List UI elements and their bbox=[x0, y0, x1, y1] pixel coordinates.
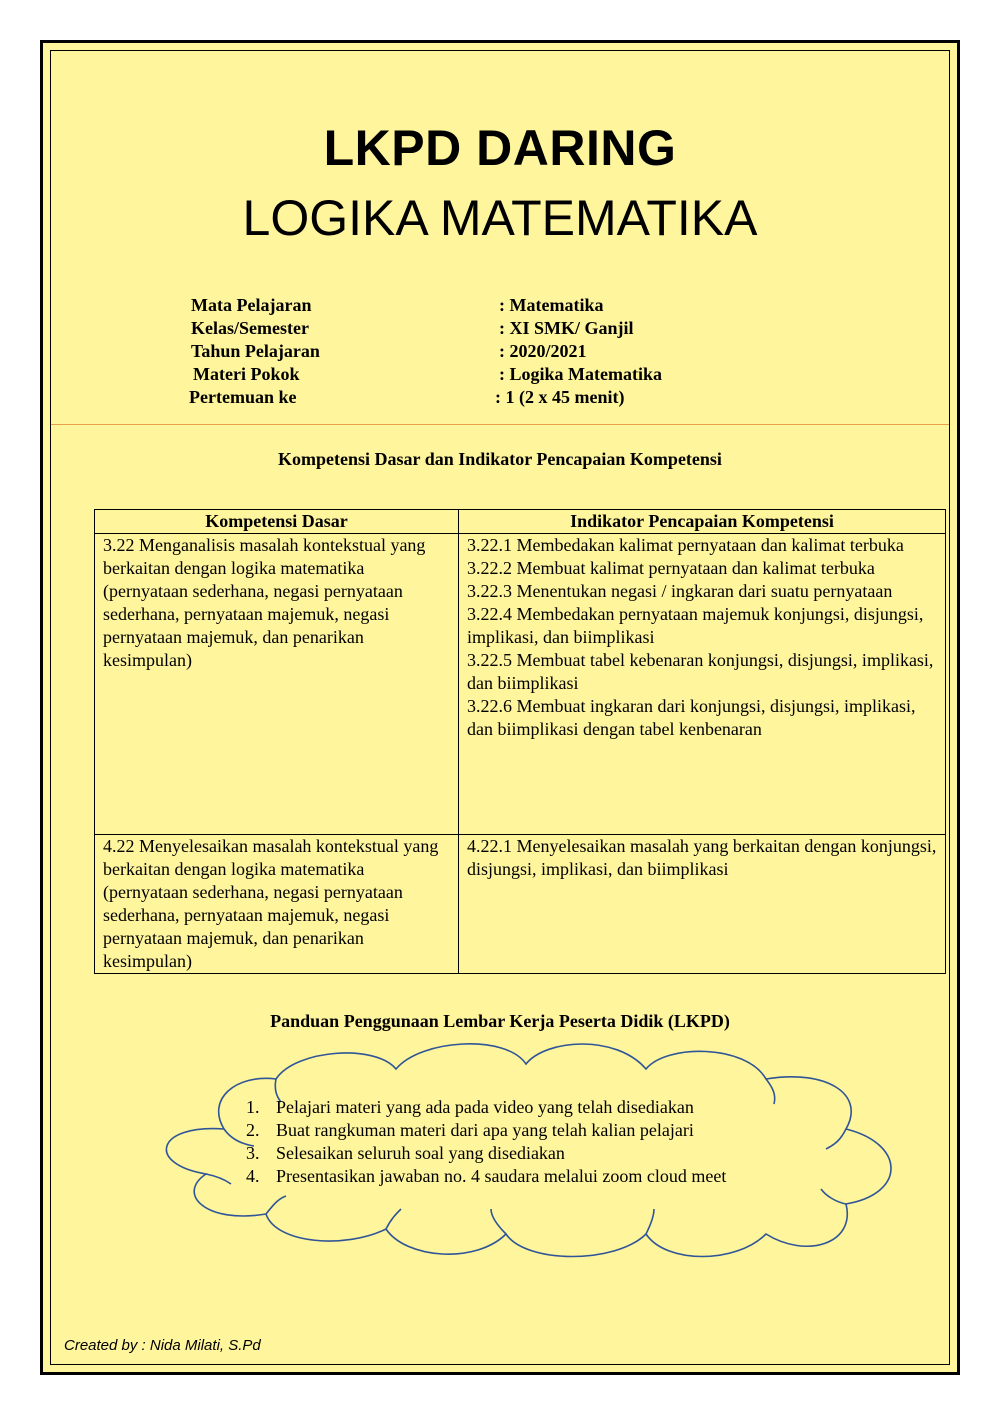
ipk-cell bbox=[459, 534, 946, 835]
info-label: Tahun Pelajaran bbox=[191, 341, 320, 361]
list-item bbox=[246, 1096, 846, 1119]
list-item bbox=[246, 1119, 846, 1142]
kd-cell: 4.22 Menyelesaikan masalah kontekstual yang berkaitan dengan logika matematika (pernyataan sederhana, negasi pernyataan sederhana, pernyataan majemuk, negasi pernyataan majemuk, dan penarikan kesimpulan) bbox=[95, 835, 459, 974]
cloud-inner-curve bbox=[386, 1209, 401, 1229]
inner-border bbox=[50, 50, 950, 1365]
list-item bbox=[246, 1165, 846, 1188]
ipk-item: 3.22.2 Membuat kalimat pernyataan dan kalimat terbuka bbox=[467, 558, 875, 578]
cloud-inner-curve bbox=[821, 1189, 846, 1204]
ipk-item: 4.22.1 Menyelesaikan masalah yang berkaitan dengan konjungsi, disjungsi, implikasi, dan biimplikasi bbox=[467, 836, 937, 879]
guide-list bbox=[246, 1096, 846, 1188]
cloud-inner-curve bbox=[206, 1174, 231, 1184]
info-value: : Logika Matematika bbox=[499, 364, 662, 384]
kd-cell: 3.22 Menganalisis masalah kontekstual yang berkaitan dengan logika matematika (pernyataan sederhana, negasi pernyataan sederhana, pernyataan majemuk, negasi pernyataan majemuk, dan penarikan kesimpulan) bbox=[95, 534, 459, 835]
info-label: Materi Pokok bbox=[193, 364, 300, 384]
info-block bbox=[191, 294, 791, 409]
cloud-inner-curve bbox=[266, 1196, 286, 1214]
ipk-item: 3.22.1 Membedakan kalimat pernyataan dan kalimat terbuka bbox=[467, 535, 904, 555]
list-item-text: Presentasikan jawaban no. 4 saudara melalui zoom cloud meet bbox=[276, 1166, 727, 1186]
info-value: : 1 (2 x 45 menit) bbox=[495, 387, 625, 407]
ipk-item: 3.22.5 Membuat tabel kebenaran konjungsi, disjungsi, implikasi, dan biimplikasi bbox=[467, 650, 934, 693]
table-row bbox=[95, 835, 946, 974]
cloud-inner-curve bbox=[491, 1209, 506, 1234]
list-item-number: 3. bbox=[246, 1143, 260, 1163]
header-kd: Kompetensi Dasar bbox=[95, 510, 459, 534]
list-item-number: 2. bbox=[246, 1120, 260, 1140]
info-label: Mata Pelajaran bbox=[191, 295, 312, 315]
ipk-item: 3.22.4 Membedakan pernyataan majemuk konjungsi, disjungsi, implikasi, dan biimplikasi bbox=[467, 604, 924, 647]
ipk-item: 3.22.6 Membuat ingkaran dari konjungsi, disjungsi, implikasi, dan biimplikasi dengan tabel kenbenaran bbox=[467, 696, 916, 739]
title-line-1: LKPD DARING bbox=[323, 120, 677, 176]
info-label: Kelas/Semester bbox=[191, 318, 309, 338]
info-value: : 2020/2021 bbox=[499, 341, 587, 361]
list-item-text: Pelajari materi yang ada pada video yang telah disediakan bbox=[276, 1097, 694, 1117]
info-value: : XI SMK/ Ganjil bbox=[499, 318, 634, 338]
list-item-number: 4. bbox=[246, 1166, 260, 1186]
info-row bbox=[191, 340, 791, 363]
info-row bbox=[191, 386, 791, 409]
info-row bbox=[191, 363, 791, 386]
guide-heading: Panduan Penggunaan Lembar Kerja Peserta Didik (LKPD) bbox=[270, 1011, 730, 1031]
list-item-text: Selesaikan seluruh soal yang disediakan bbox=[276, 1143, 565, 1163]
ipk-item: 3.22.3 Menentukan negasi / ingkaran dari suatu pernyataan bbox=[467, 581, 893, 601]
header-ipk: Indikator Pencapaian Kompetensi bbox=[459, 510, 946, 534]
table-header-row bbox=[95, 510, 946, 534]
info-label: Pertemuan ke bbox=[189, 387, 297, 407]
competency-heading: Kompetensi Dasar dan Indikator Pencapaian Kompetensi bbox=[278, 449, 722, 469]
info-row bbox=[191, 294, 791, 317]
cloud-inner-curve bbox=[646, 1209, 654, 1234]
list-item-text: Buat rangkuman materi dari apa yang telah kalian pelajari bbox=[276, 1120, 694, 1140]
info-value: : Matematika bbox=[499, 295, 604, 315]
section-divider bbox=[51, 424, 949, 425]
title-line-2: LOGIKA MATEMATIKA bbox=[242, 190, 758, 246]
author-credit: Created by : Nida Milati, S.Pd bbox=[64, 1337, 261, 1354]
list-item-number: 1. bbox=[246, 1097, 260, 1117]
table-row bbox=[95, 534, 946, 835]
list-item bbox=[246, 1142, 846, 1165]
ipk-cell bbox=[459, 835, 946, 974]
worksheet-page bbox=[40, 40, 960, 1375]
info-row bbox=[191, 317, 791, 340]
competency-table bbox=[94, 509, 946, 974]
